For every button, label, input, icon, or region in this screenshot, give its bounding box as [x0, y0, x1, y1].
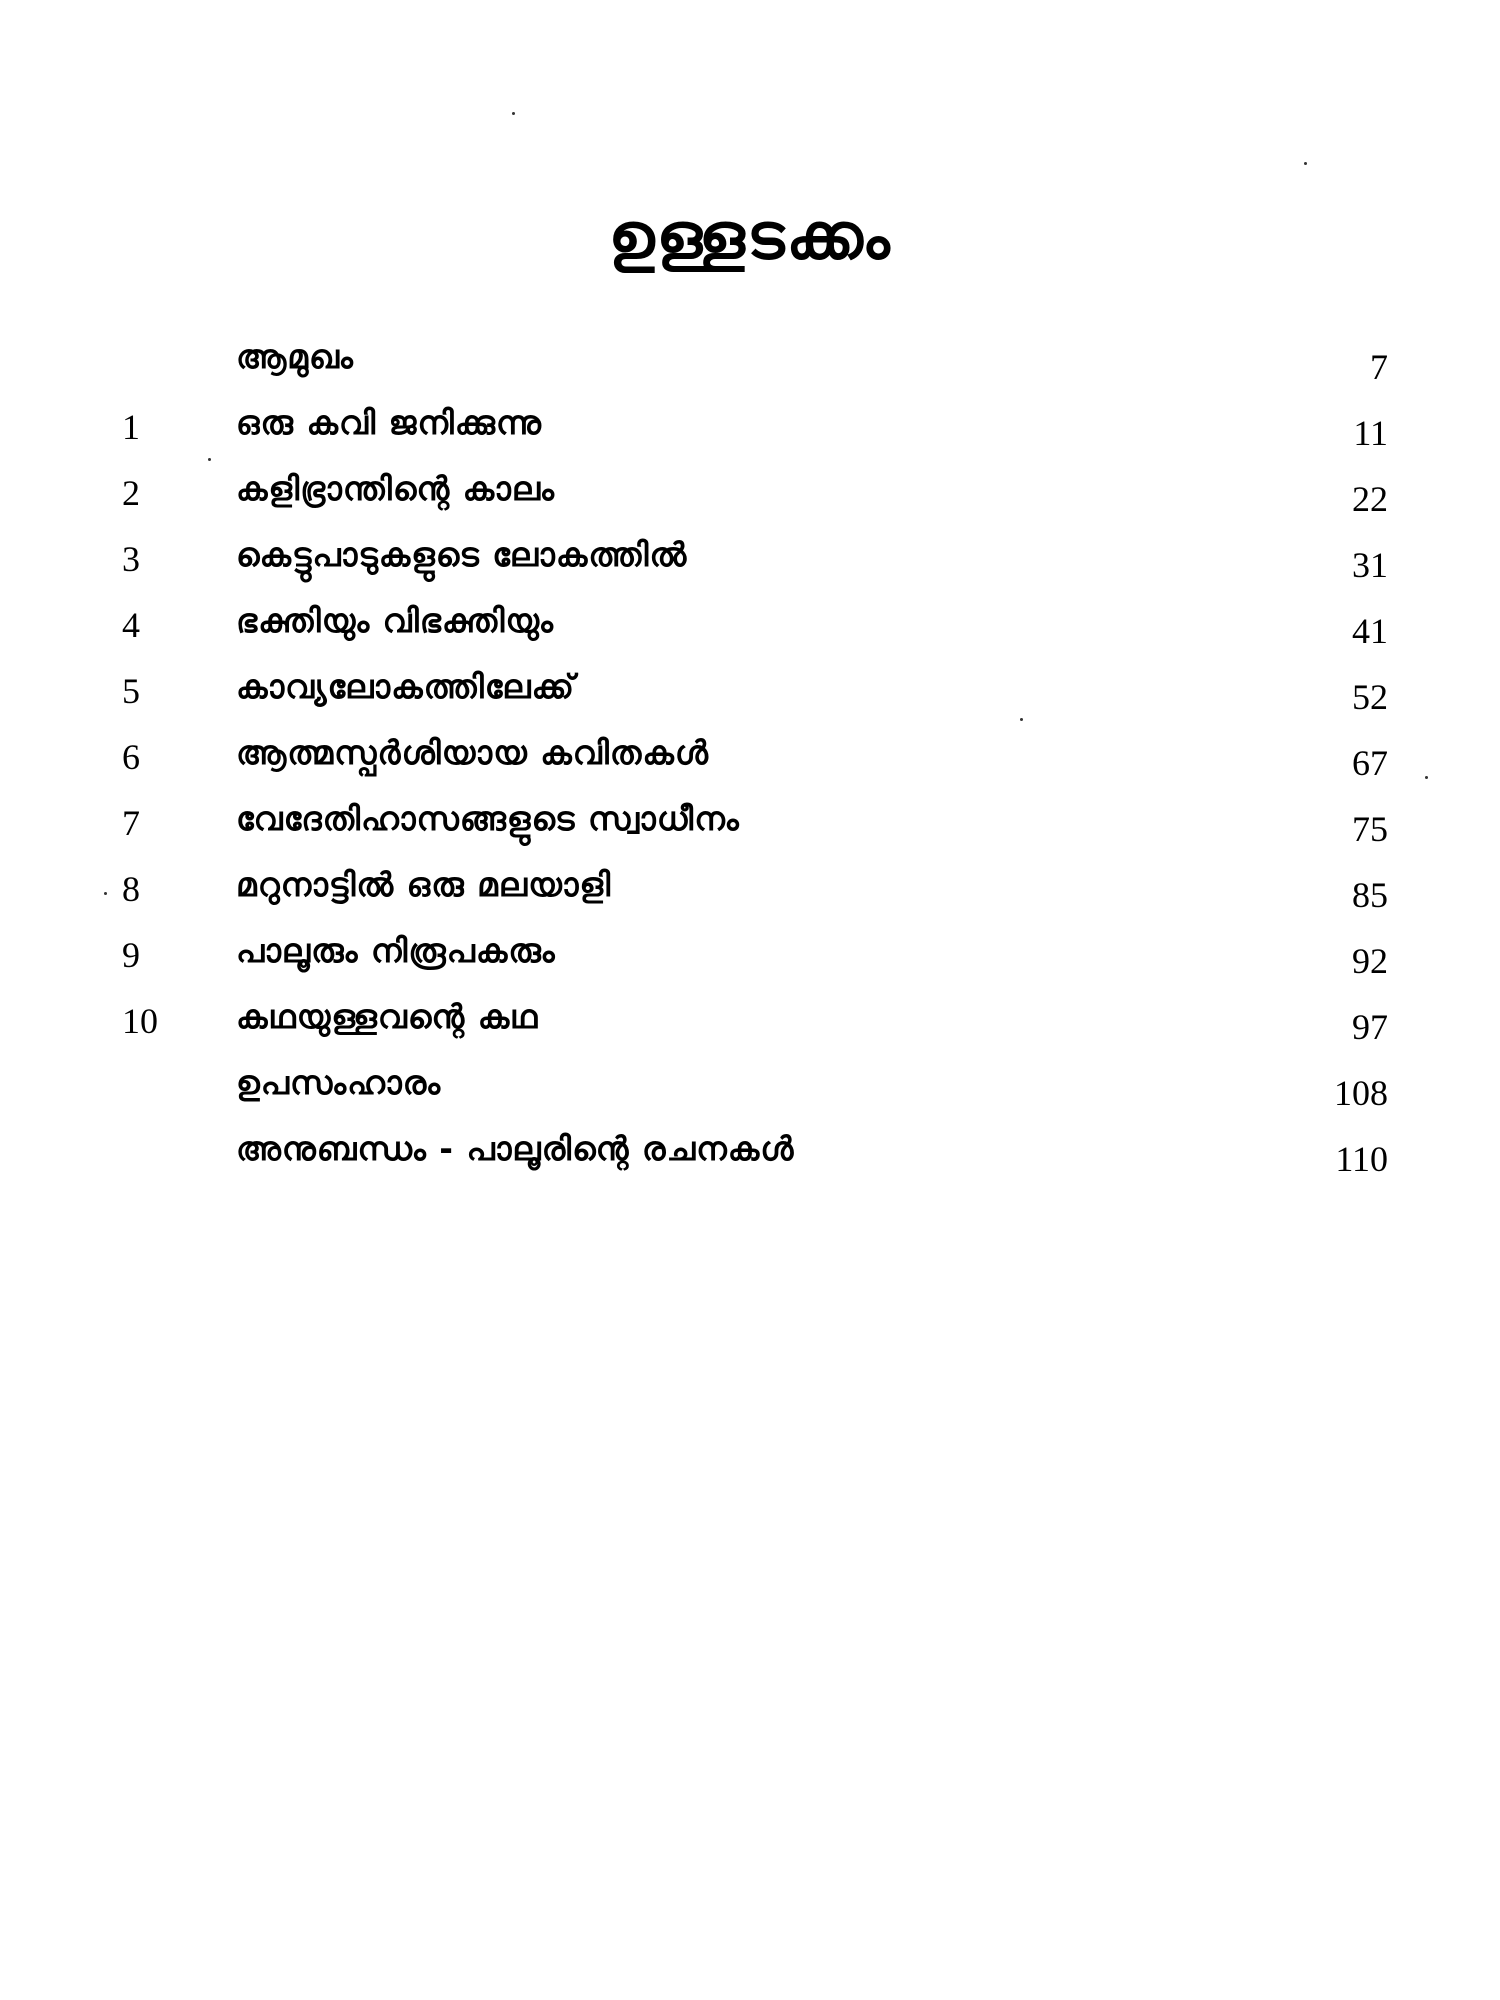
chapter-title: മറുനാട്ടിൽ ഒരു മലയാളി — [236, 865, 612, 904]
chapter-title: കാവ്യലോകത്തിലേക്ക് — [236, 667, 575, 706]
page-number: 41 — [1352, 611, 1388, 651]
page-number: 108 — [1334, 1073, 1388, 1113]
chapter-number: 6 — [122, 737, 140, 777]
toc-entry — [0, 863, 1500, 929]
page-number: 11 — [1353, 413, 1388, 453]
page-number: 52 — [1352, 677, 1388, 717]
toc-entry — [0, 797, 1500, 863]
chapter-title: ആത്മസ്പർശിയായ കവിതകൾ — [236, 733, 709, 772]
page-number: 92 — [1352, 941, 1388, 981]
chapter-title: പാലൂരും നിരൂപകരും — [236, 931, 556, 970]
chapter-title: അനുബന്ധം - പാലൂരിന്റെ രചനകൾ — [236, 1129, 795, 1168]
page-number: 31 — [1352, 545, 1388, 585]
toc-entry — [0, 929, 1500, 995]
chapter-number: 3 — [122, 539, 140, 579]
page-number: 67 — [1352, 743, 1388, 783]
chapter-number: 4 — [122, 605, 140, 645]
scan-speck — [512, 112, 515, 115]
table-of-contents — [0, 335, 1500, 1193]
toc-entry — [0, 533, 1500, 599]
page-number: 110 — [1335, 1139, 1388, 1179]
chapter-number: 2 — [122, 473, 140, 513]
chapter-number: 1 — [122, 407, 140, 447]
page-number: 75 — [1352, 809, 1388, 849]
toc-entry — [0, 401, 1500, 467]
chapter-number: 8 — [122, 869, 140, 909]
chapter-title: ഉപസംഹാരം — [236, 1063, 442, 1102]
toc-entry — [0, 1127, 1500, 1193]
chapter-title: കളിഭ്രാന്തിന്റെ കാലം — [236, 469, 555, 508]
toc-title: ഉള്ളടക്കം — [608, 200, 892, 274]
chapter-title: കെട്ടുപാടുകളുടെ ലോകത്തിൽ — [236, 535, 688, 574]
page-number: 7 — [1370, 347, 1388, 387]
toc-entry — [0, 335, 1500, 401]
chapter-title: കഥയുള്ളവന്റെ കഥ — [236, 997, 539, 1036]
chapter-number: 9 — [122, 935, 140, 975]
chapter-number: 10 — [122, 1001, 158, 1041]
chapter-title: ഭക്തിയും വിഭക്തിയും — [236, 601, 554, 640]
page-number: 97 — [1352, 1007, 1388, 1047]
toc-entry — [0, 995, 1500, 1061]
toc-entry — [0, 1061, 1500, 1127]
scan-speck — [1304, 162, 1307, 165]
page-number: 85 — [1352, 875, 1388, 915]
chapter-number: 5 — [122, 671, 140, 711]
chapter-title: ആമുഖം — [236, 337, 354, 376]
toc-entry — [0, 467, 1500, 533]
toc-entry — [0, 599, 1500, 665]
chapter-number: 7 — [122, 803, 140, 843]
chapter-title: വേദേതിഹാസങ്ങളുടെ സ്വാധീനം — [236, 799, 740, 838]
toc-entry — [0, 665, 1500, 731]
chapter-title: ഒരു കവി ജനിക്കുന്നു — [236, 403, 542, 442]
page-number: 22 — [1352, 479, 1388, 519]
toc-entry — [0, 731, 1500, 797]
